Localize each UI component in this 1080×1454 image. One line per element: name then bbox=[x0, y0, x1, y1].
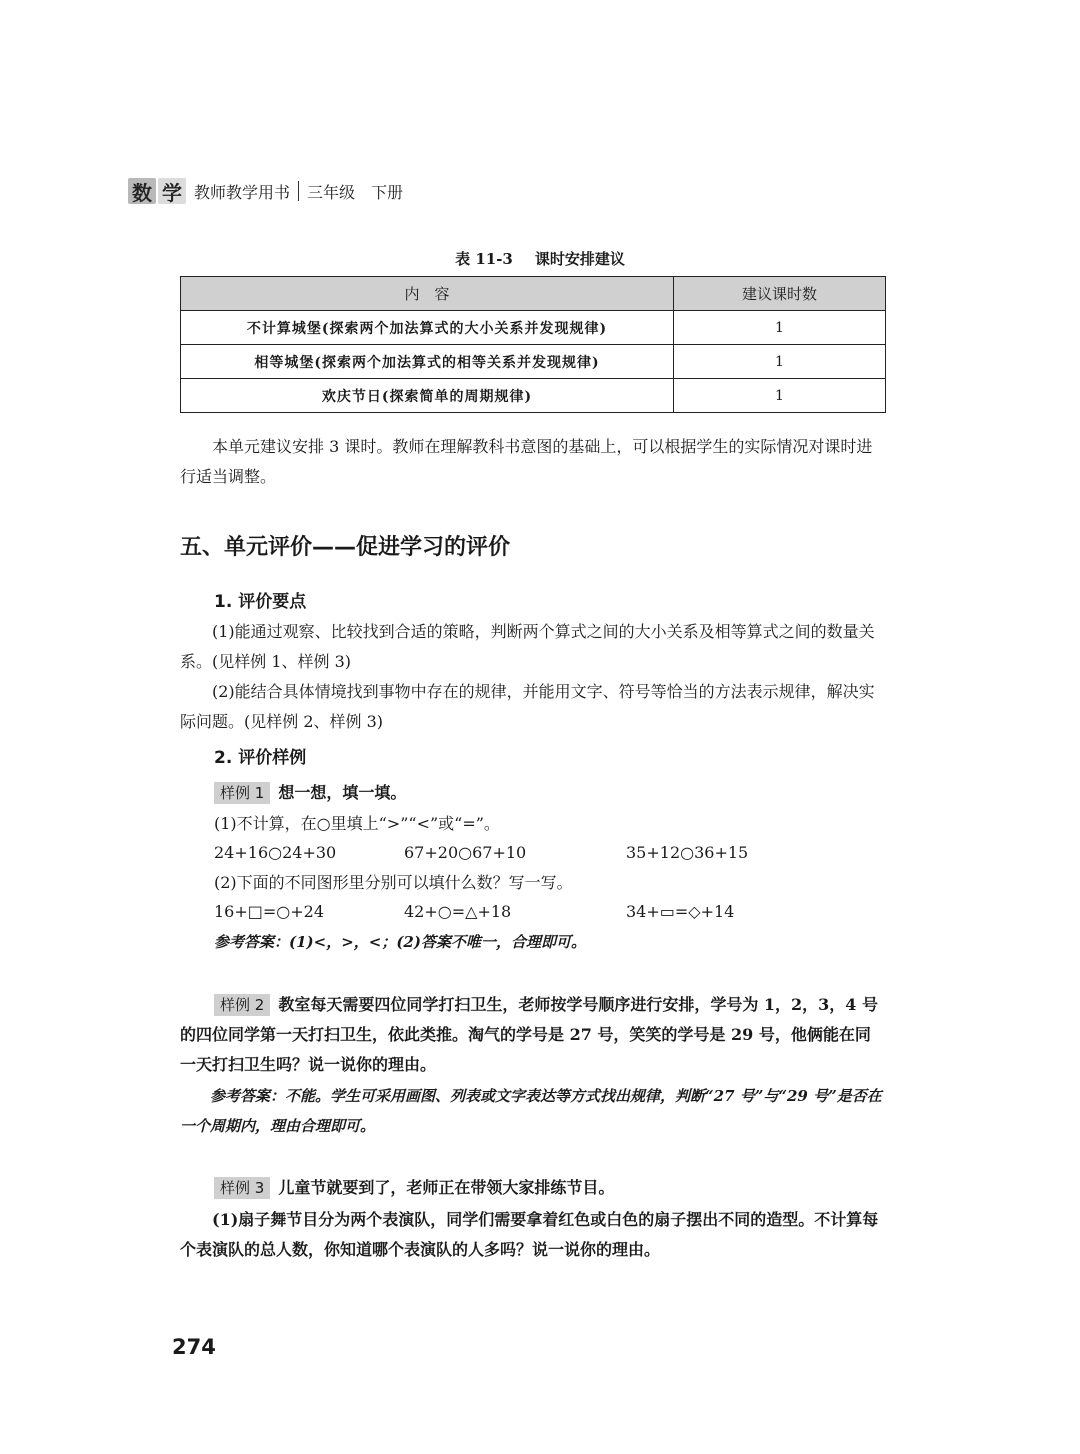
row-content: 不计算城堡(探索两个加法算式的大小关系并发现规律) bbox=[181, 311, 674, 345]
example-2-text: 教室每天需要四位同学打扫卫生，老师按学号顺序进行安排，学号为 1，2，3，4 号的四位同学第一天打扫卫生，依此类推。淘气的学号是 27 号，笑笑的学号是 29 号，他俩能在同一天打扫卫生吗？说一说你的理由。 bbox=[180, 995, 878, 1074]
running-header bbox=[128, 176, 403, 206]
table-caption-title: 课时安排建议 bbox=[534, 250, 625, 268]
book-title: 教师教学用书 bbox=[194, 182, 291, 202]
example-3-tag: 样例 3 bbox=[214, 1177, 270, 1199]
example-1-answer: 参考答案：(1)<，>，<；(2)答案不唯一，合理即可。 bbox=[214, 933, 586, 951]
table-caption bbox=[0, 248, 1080, 269]
row-content: 相等城堡(探索两个加法算式的相等关系并发现规律) bbox=[181, 345, 674, 379]
example-1-prompt: 想一想，填一填。 bbox=[278, 783, 407, 802]
example-3-question-1: (1)扇子舞节目分为两个表演队，同学们需要拿着红色或白色的扇子摆出不同的造型。不计算每个表演队的总人数，你知道哪个表演队的人多吗？说一说你的理由。 bbox=[180, 1210, 879, 1259]
example-3-text: 儿童节就要到了，老师正在带领大家排练节目。 bbox=[278, 1178, 615, 1197]
column-header-content: 内 容 bbox=[181, 277, 674, 311]
expression: 34+▭=◇+14 bbox=[626, 902, 735, 921]
example-1-question-1: (1)不计算，在○里填上“>”“<”或“=”。 bbox=[214, 814, 500, 833]
lesson-plan-table bbox=[180, 276, 886, 413]
expression: 16+□=○+24 bbox=[214, 902, 325, 921]
expression: 42+○=△+18 bbox=[404, 902, 512, 921]
evaluation-point-1: (1)能通过观察、比较找到合适的策略，判断两个算式之间的大小关系及相等算式之间的数量关系。(见样例 1、样例 3) bbox=[180, 622, 875, 671]
evaluation-point-2: (2)能结合具体情境找到事物中存在的规律，并能用文字、符号等恰当的方法表示规律，解决实际问题。(见样例 2、样例 3) bbox=[180, 682, 875, 731]
table-row bbox=[181, 311, 886, 345]
example-1-heading bbox=[214, 778, 886, 808]
table-row bbox=[181, 379, 886, 413]
example-1-tag: 样例 1 bbox=[214, 782, 270, 804]
example-2-body bbox=[180, 990, 886, 1080]
subsection-evaluation-points: 1. 评价要点 bbox=[214, 592, 307, 612]
example-2-tag: 样例 2 bbox=[214, 994, 270, 1016]
schedule-note: 本单元建议安排 3 课时。教师在理解教科书意图的基础上，可以根据学生的实际情况对课时进行适当调整。 bbox=[180, 437, 873, 486]
expression: 35+12○36+15 bbox=[626, 843, 749, 862]
book-logo-char-2: 学 bbox=[158, 178, 186, 204]
book-logo-char-1: 数 bbox=[128, 178, 156, 204]
header-divider bbox=[298, 181, 299, 201]
table-caption-number: 表 11-3 bbox=[455, 250, 513, 268]
volume-label: 下册 bbox=[371, 182, 404, 202]
subsection-examples: 2. 评价样例 bbox=[214, 748, 307, 768]
table-row bbox=[181, 345, 886, 379]
grade-label: 三年级 bbox=[307, 182, 356, 202]
column-header-hours: 建议课时数 bbox=[674, 277, 886, 311]
expression: 24+16○24+30 bbox=[214, 843, 337, 862]
table-header-row bbox=[181, 277, 886, 311]
example-2-answer: 参考答案：不能。学生可采用画图、列表或文字表达等方式找出规律，判断“27 号”与“29 号”是否在一个周期内，理由合理即可。 bbox=[180, 1087, 882, 1135]
example-1-q1-expressions bbox=[214, 838, 886, 868]
row-content: 欢庆节日(探索简单的周期规律) bbox=[181, 379, 674, 413]
example-3-heading bbox=[214, 1173, 886, 1203]
example-1-question-2: (2)下面的不同图形里分别可以填什么数？写一写。 bbox=[214, 873, 573, 892]
example-1-q2-expressions bbox=[214, 897, 886, 927]
row-hours: 1 bbox=[674, 379, 886, 413]
row-hours: 1 bbox=[674, 311, 886, 345]
page-number: 274 bbox=[172, 1335, 216, 1359]
section-title: 五、单元评价——促进学习的评价 bbox=[180, 535, 511, 560]
row-hours: 1 bbox=[674, 345, 886, 379]
expression: 67+20○67+10 bbox=[404, 843, 527, 862]
